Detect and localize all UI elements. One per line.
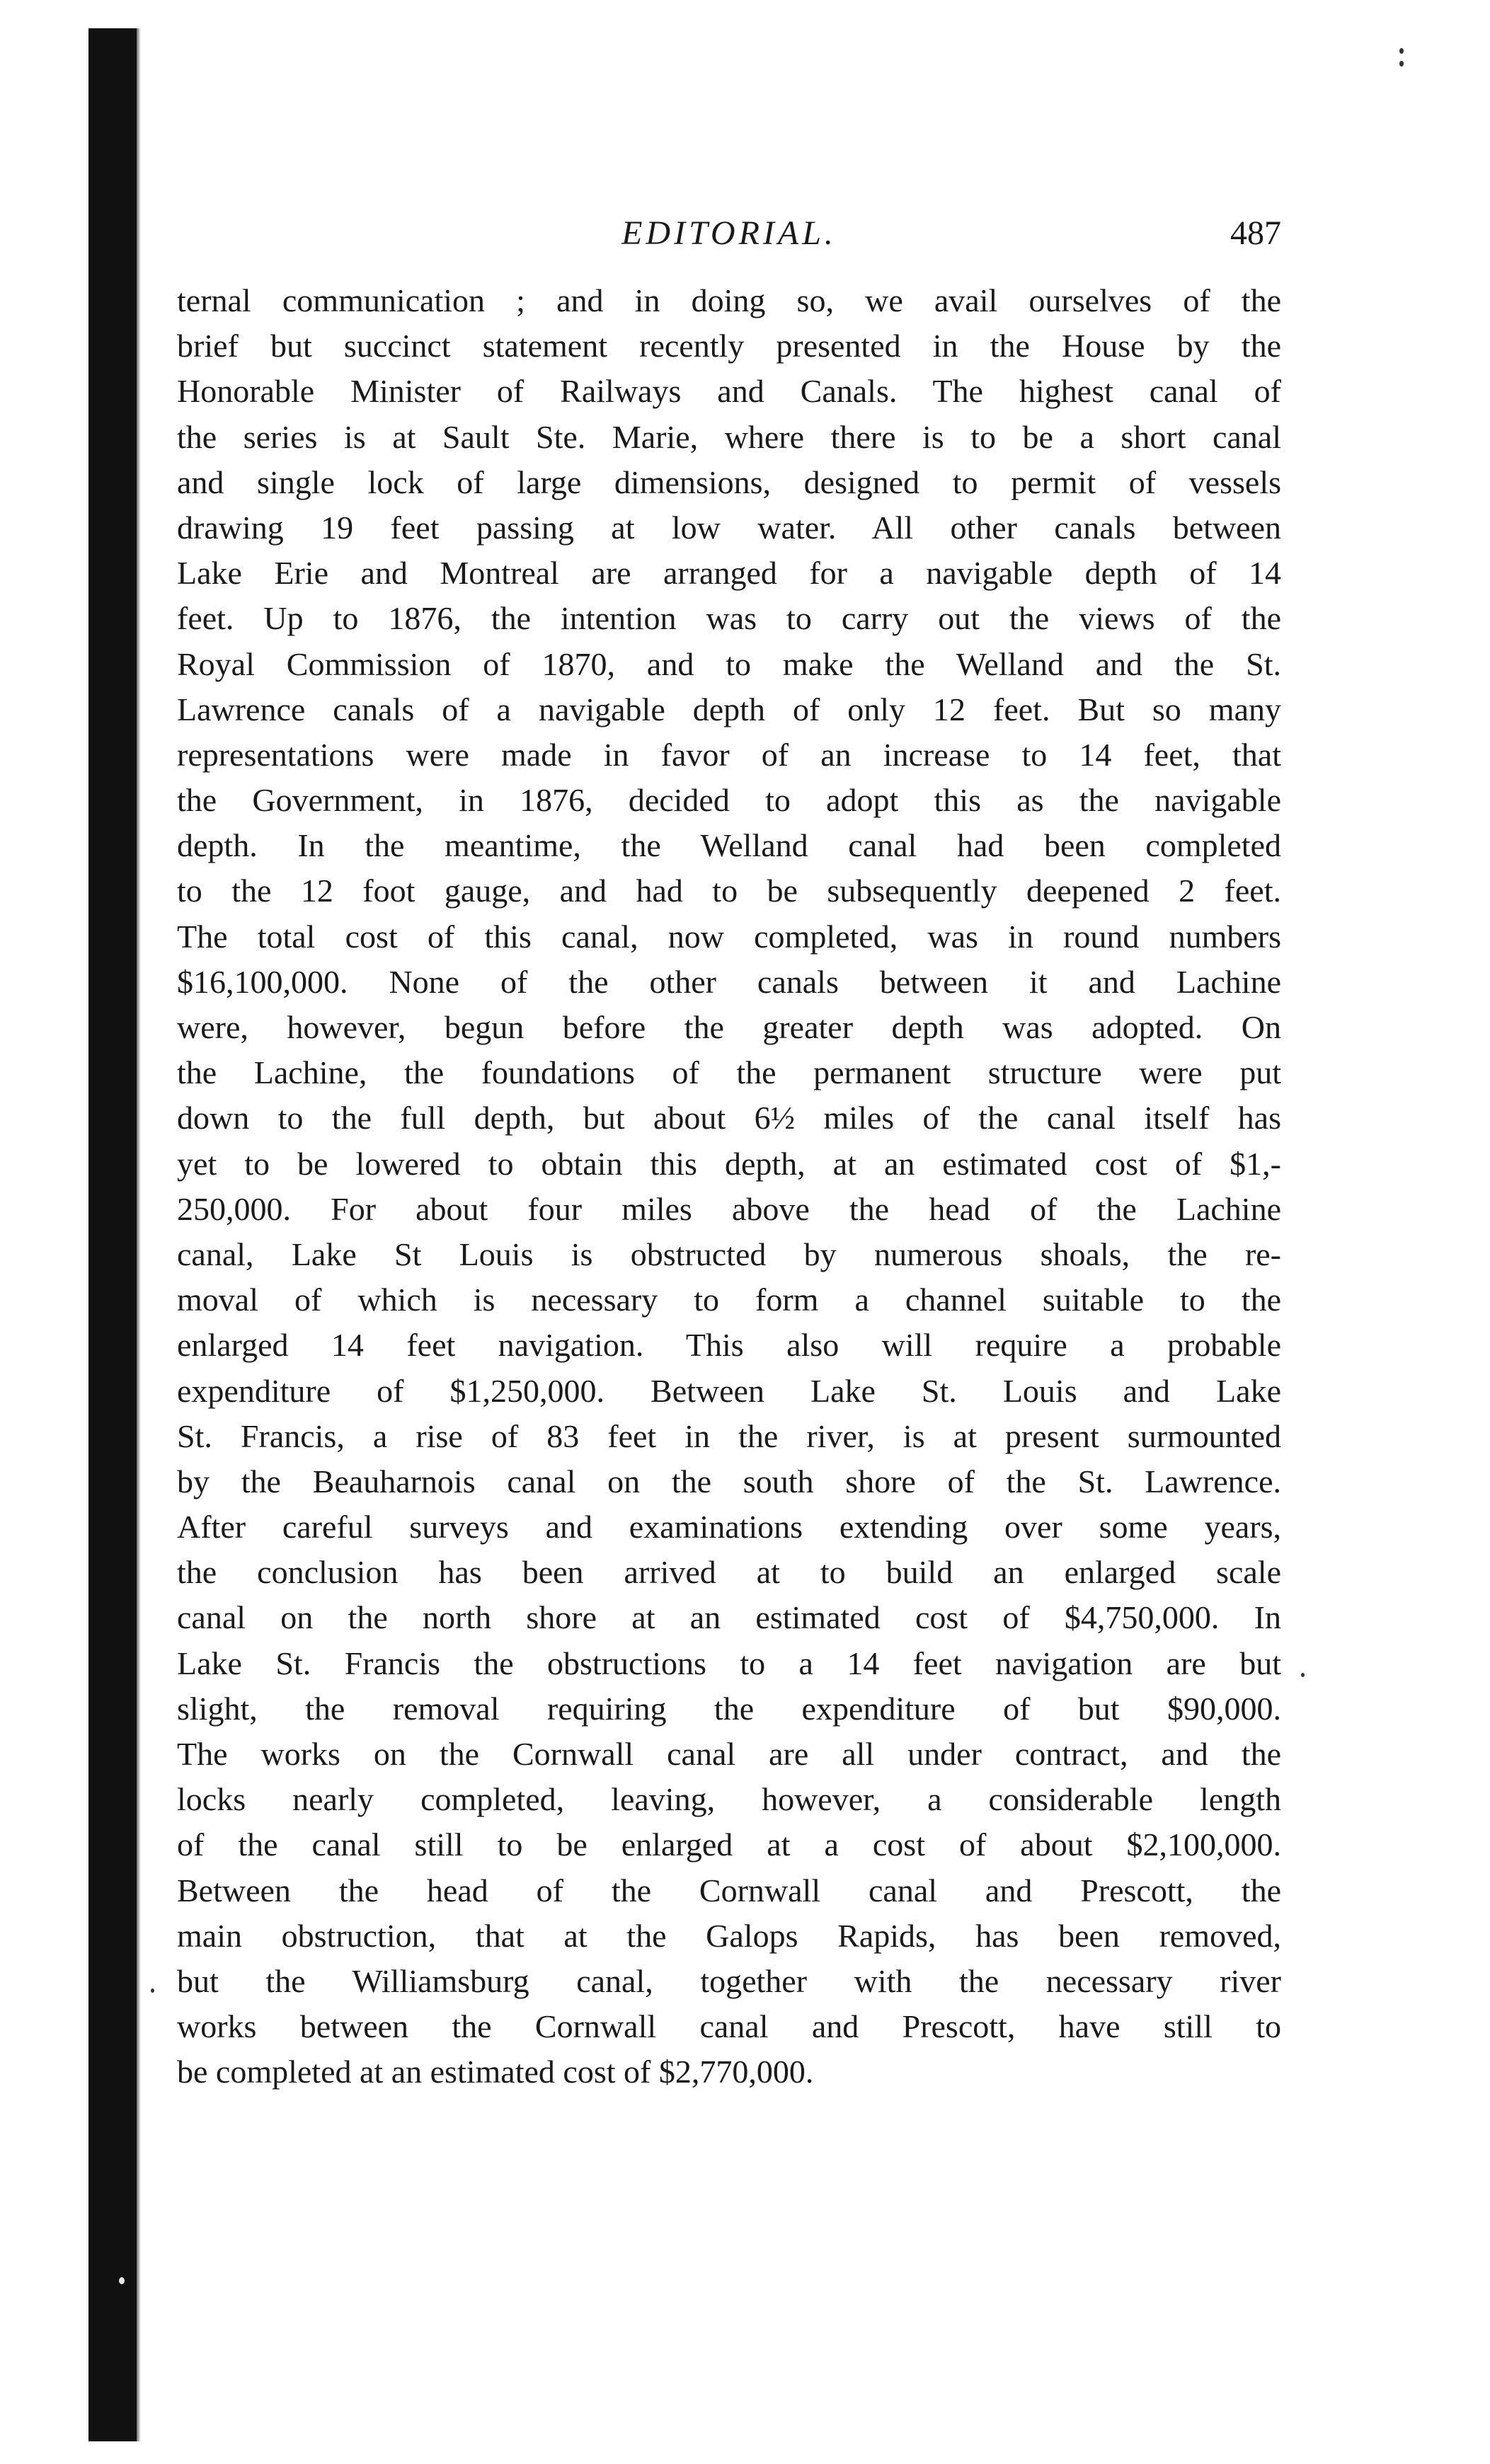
- text-line: to the 12 foot gauge, and had to be subsequently deepened 2 feet.: [177, 873, 1281, 909]
- binding-edge: [137, 28, 141, 2441]
- text-line: the Lachine, the foundations of the permanent structure were put: [177, 1054, 1281, 1091]
- text-line: The total cost of this canal, now completed, was in round numbers: [177, 918, 1281, 955]
- text-line: Lake St. Francis the obstructions to a 14 feet navigation are but: [177, 1645, 1281, 1681]
- text-line: After careful surveys and examinations extending over some years,: [177, 1509, 1281, 1545]
- text-line: locks nearly completed, leaving, however, a considerable length: [177, 1781, 1281, 1818]
- text-line: by the Beauharnois canal on the south shore of the St. Lawrence.: [177, 1463, 1281, 1499]
- page-number: 487: [1230, 214, 1281, 252]
- text-line: drawing 19 feet passing at low water. All other canals between: [177, 509, 1281, 546]
- text-line: Honorable Minister of Railways and Canals. The highest canal of: [177, 373, 1281, 410]
- text-line: slight, the removal requiring the expenditure of but $90,000.: [177, 1690, 1281, 1727]
- edge-speck: [1399, 48, 1404, 54]
- text-line: Royal Commission of 1870, and to make the Welland and the St.: [177, 645, 1281, 682]
- text-line: Lawrence canals of a navigable depth of only 12 feet. But so many: [177, 691, 1281, 727]
- text-line: ternal communication ; and in doing so, we avail ourselves of the: [177, 282, 1281, 318]
- edge-speck: [1399, 61, 1404, 67]
- text-line: and single lock of large dimensions, designed to permit of vessels: [177, 464, 1281, 500]
- page-header: [177, 205, 1281, 269]
- edge-speck: [151, 1988, 154, 1993]
- text-line: works between the Cornwall canal and Prescott, have still to: [177, 2008, 1281, 2045]
- text-line: be completed at an estimated cost of $2,770,000.: [177, 2054, 814, 2090]
- text-line: depth. In the meantime, the Welland canal had been completed: [177, 827, 1281, 864]
- edge-speck: [119, 2277, 125, 2284]
- text-line: 250,000. For about four miles above the head of the Lachine: [177, 1190, 1281, 1227]
- text-line: Lake Erie and Montreal are arranged for a navigable depth of 14: [177, 555, 1281, 592]
- text-line: down to the full depth, but about 6½ miles of the canal itself has: [177, 1100, 1281, 1136]
- text-line: $16,100,000. None of the other canals between it and Lachine: [177, 963, 1281, 1000]
- text-line: were, however, begun before the greater depth was adopted. On: [177, 1009, 1281, 1045]
- text-line: the Government, in 1876, decided to adopt this as the navigable: [177, 782, 1281, 819]
- text-line: expenditure of $1,250,000. Between Lake St. Louis and Lake: [177, 1372, 1281, 1409]
- body-paragraph: [177, 278, 1281, 2095]
- text-line: Between the head of the Cornwall canal and Prescott, the: [177, 1872, 1281, 1909]
- text-line: canal, Lake St Louis is obstructed by numerous shoals, the re-: [177, 1236, 1281, 1272]
- text-line: brief but succinct statement recently presented in the House by the: [177, 328, 1281, 364]
- text-line: the series is at Sault Ste. Marie, where there is to be a short canal: [177, 418, 1281, 455]
- text-line: representations were made in favor of an increase to 14 feet, that: [177, 736, 1281, 773]
- text-line: enlarged 14 feet navigation. This also will require a probable: [177, 1327, 1281, 1364]
- text-line: feet. Up to 1876, the intention was to carry out the views of the: [177, 600, 1281, 637]
- edge-speck: [1301, 1673, 1305, 1677]
- text-line: main obstruction, that at the Galops Rapids, has been removed,: [177, 1917, 1281, 1954]
- text-line: the conclusion has been arrived at to build an enlarged scale: [177, 1554, 1281, 1591]
- running-head: EDITORIAL.: [621, 214, 837, 252]
- binding-shadow: [88, 28, 137, 2441]
- text-line: yet to be lowered to obtain this depth, at an estimated cost of $1,-: [177, 1145, 1281, 1182]
- text-line: moval of which is necessary to form a channel suitable to the: [177, 1282, 1281, 1318]
- text-line: The works on the Cornwall canal are all under contract, and the: [177, 1736, 1281, 1772]
- text-line: canal on the north shore at an estimated cost of $4,750,000. In: [177, 1599, 1281, 1636]
- text-line: but the Williamsburg canal, together with the necessary river: [177, 1962, 1281, 1999]
- text-line: of the canal still to be enlarged at a cost of about $2,100,000.: [177, 1826, 1281, 1863]
- text-line: St. Francis, a rise of 83 feet in the river, is at present surmounted: [177, 1417, 1281, 1454]
